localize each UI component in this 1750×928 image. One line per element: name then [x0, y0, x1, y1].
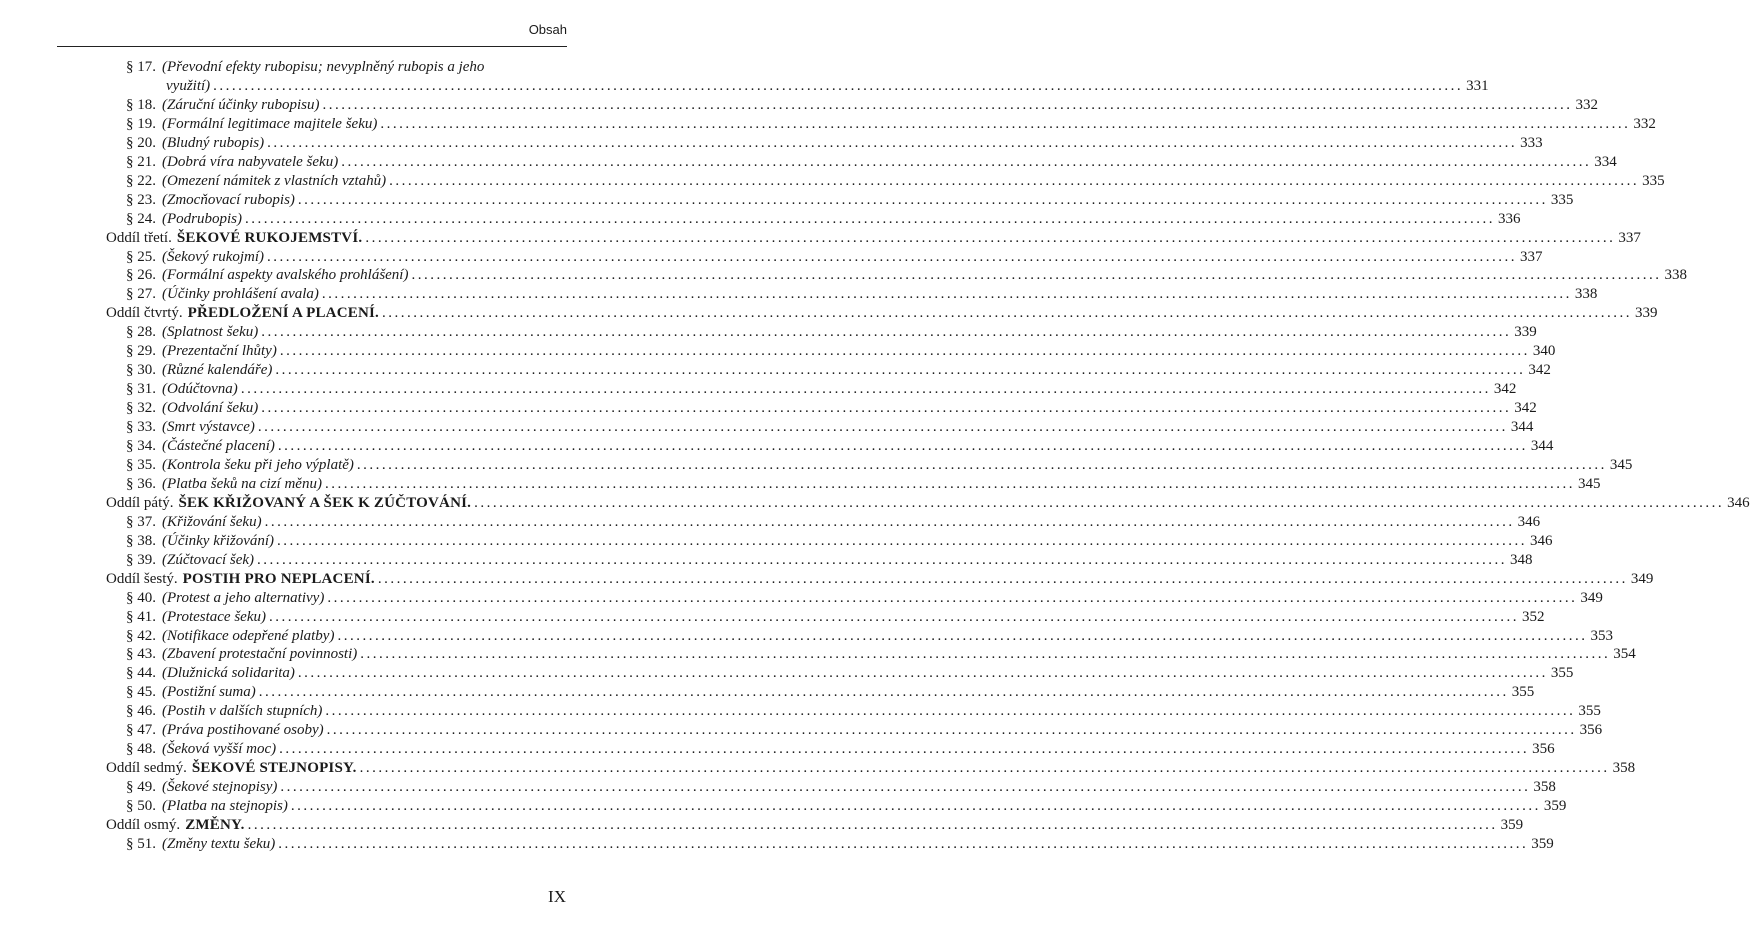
- section-title: (Odúčtovna): [162, 381, 238, 398]
- page-reference: 342: [1528, 362, 1551, 379]
- section-number: § 17.: [126, 59, 156, 75]
- section-title: (Protest a jeho alternativy): [162, 589, 325, 606]
- leader-dots: ........................................................................................................................................................................................................: [280, 779, 1531, 796]
- leader-dots: ........................................................................................................................................................................................................: [381, 305, 1632, 322]
- page-reference: 334: [1594, 153, 1617, 170]
- section-number: § 50.: [126, 798, 156, 815]
- page-reference: 346: [1517, 513, 1541, 530]
- leader-dots: ........................................................................................................................................................................................................: [322, 96, 1573, 113]
- leader-dots: ........................................................................................................................................................................................................: [380, 115, 1631, 132]
- part-prefix: Oddíl osmý.: [106, 817, 181, 833]
- section-title: (Postižní suma): [162, 684, 256, 701]
- leader-dots: ........................................................................................................................................................................................................: [261, 324, 1512, 341]
- leader-dots: ........................................................................................................................................................................................................: [389, 172, 1640, 189]
- leader-dots: ........................................................................................................................................................................................................: [377, 570, 1628, 587]
- section-number: § 18.: [126, 96, 156, 113]
- section-title: (Dlužnická solidarita): [162, 665, 295, 682]
- section-title: (Změny textu šeku): [162, 835, 276, 852]
- part-title: ŠEK KŘIŽOVANÝ A ŠEK K ZÚČTOVÁNÍ.: [178, 494, 472, 511]
- leader-dots: ........................................................................................................................................................................................................: [279, 343, 1530, 360]
- page-reference: 342: [1514, 400, 1537, 417]
- section-title: (Formální legitimace majitele šeku): [162, 115, 378, 132]
- leader-dots: ........................................................................................................................................................................................................: [257, 419, 1508, 436]
- page-reference: 335: [1550, 191, 1574, 208]
- section-title: (Zúčtovací šek): [162, 551, 255, 568]
- section-title: (Zmocňovací rubopis): [162, 191, 295, 208]
- section-number: § 32.: [126, 400, 156, 417]
- section-number: § 29.: [126, 343, 156, 360]
- part-prefix: Oddíl sedmý.: [106, 760, 187, 777]
- leader-dots: ........................................................................................................................................................................................................: [337, 627, 1588, 644]
- page-reference: 345: [1577, 475, 1601, 492]
- section-title: (Splatnost šeku): [162, 324, 259, 341]
- part-title: ZMĚNY.: [185, 817, 245, 833]
- part-prefix: Oddíl čtvrtý.: [106, 305, 183, 322]
- leader-dots: ........................................................................................................................................................................................................: [297, 191, 1548, 208]
- leader-dots: ........................................................................................................................................................................................................: [326, 722, 1577, 739]
- section-number: § 44.: [126, 665, 156, 682]
- section-number: § 24.: [126, 210, 156, 227]
- running-header-title: Obsah: [528, 22, 567, 37]
- part-title: POSTIH PRO NEPLACENÍ.: [182, 570, 375, 587]
- page-reference: 359: [1543, 798, 1567, 815]
- leader-dots: ........................................................................................................................................................................................................: [247, 817, 1498, 833]
- leader-dots: ........................................................................................................................................................................................................: [321, 286, 1572, 303]
- page-reference: 355: [1578, 703, 1601, 720]
- page-reference: 331: [1466, 77, 1489, 94]
- leader-dots: ........................................................................................................................................................................................................: [297, 665, 1548, 682]
- leader-dots: ........................................................................................................................................................................................................: [324, 475, 1575, 492]
- leader-dots: ........................................................................................................................................................................................................: [267, 248, 1518, 265]
- page-reference: 344: [1510, 419, 1534, 436]
- page-reference: 345: [1609, 456, 1633, 473]
- page-reference: 332: [1575, 96, 1598, 113]
- section-number: § 36.: [126, 475, 156, 492]
- leader-dots: ........................................................................................................................................................................................................: [279, 741, 1530, 758]
- page-reference: 359: [1500, 817, 1524, 833]
- section-number: § 21.: [126, 153, 156, 170]
- section-number: § 23.: [126, 191, 156, 208]
- section-title: (Protestace šeku): [162, 608, 266, 625]
- section-number: § 25.: [126, 248, 156, 265]
- section-title: (Postih v dalších stupních): [162, 703, 323, 720]
- part-prefix: Oddíl šestý.: [106, 570, 178, 587]
- page-reference: 332: [1633, 115, 1656, 132]
- page-number: IX: [548, 887, 566, 906]
- page-reference: 358: [1533, 779, 1556, 796]
- section-title: (Zbavení protestační povinnosti): [162, 646, 358, 663]
- section-number: § 35.: [126, 456, 156, 473]
- page-reference: 335: [1642, 172, 1665, 189]
- leader-dots: ........................................................................................................................................................................................................: [267, 134, 1518, 151]
- leader-dots: ........................................................................................................................................................................................................: [258, 684, 1509, 701]
- section-number: § 43.: [126, 646, 156, 663]
- page-reference: 344: [1530, 438, 1554, 454]
- section-number: § 31.: [126, 381, 156, 398]
- leader-dots: ........................................................................................................................................................................................................: [213, 77, 1464, 94]
- page-reference: 346: [1530, 532, 1553, 549]
- leader-dots: ........................................................................................................................................................................................................: [257, 551, 1508, 568]
- section-title: (Šekové stejnopisy): [162, 779, 278, 796]
- section-title: (Bludný rubopis): [162, 134, 265, 151]
- section-number: § 28.: [126, 324, 156, 341]
- page-reference: 342: [1493, 381, 1517, 398]
- section-title: (Šekový rukojmí): [162, 248, 265, 265]
- section-title: (Dobrá víra nabyvatele šeku): [162, 153, 339, 170]
- section-number: § 30.: [126, 362, 156, 379]
- section-title: (Podrubopis): [162, 210, 242, 227]
- leader-dots: ........................................................................................................................................................................................................: [275, 362, 1526, 379]
- page-reference: 346: [1727, 494, 1750, 511]
- leader-dots: ........................................................................................................................................................................................................: [277, 532, 1528, 549]
- section-number: § 49.: [126, 779, 156, 796]
- section-title: (Formální aspekty avalského prohlášení): [162, 267, 409, 284]
- section-title: využití): [166, 77, 211, 94]
- page-reference: 356: [1532, 741, 1555, 758]
- leader-dots: ........................................................................................................................................................................................................: [245, 210, 1495, 227]
- section-number: § 34.: [126, 438, 156, 454]
- section-number: § 40.: [126, 589, 156, 606]
- page-reference: 355: [1511, 684, 1535, 701]
- page-reference: 359: [1531, 835, 1554, 852]
- leader-dots: ........................................................................................................................................................................................................: [325, 703, 1576, 720]
- section-title: (Platba šeků na cizí měnu): [162, 475, 322, 492]
- section-number: § 20.: [126, 134, 156, 151]
- page-reference: 333: [1520, 134, 1543, 151]
- section-title-line-1: (Převodní efekty rubopisu; nevyplněný rubopis a jeho: [162, 59, 485, 75]
- page-reference: 349: [1580, 589, 1603, 606]
- page-reference: 348: [1510, 551, 1533, 568]
- leader-dots: ........................................................................................................................................................................................................: [268, 608, 1519, 625]
- leader-dots: ........................................................................................................................................................................................................: [264, 513, 1515, 530]
- leader-dots: ........................................................................................................................................................................................................: [290, 798, 1541, 815]
- section-title: (Šeková vyšší moc): [162, 741, 277, 758]
- part-title: ŠEKOVÉ STEJNOPISY.: [191, 760, 357, 777]
- page-reference: 339: [1514, 324, 1537, 341]
- section-title: (Záruční účinky rubopisu): [162, 96, 320, 113]
- leader-dots: ........................................................................................................................................................................................................: [360, 646, 1611, 663]
- page-reference: 340: [1532, 343, 1556, 360]
- section-number: § 47.: [126, 722, 156, 739]
- section-title: (Smrt výstavce): [162, 419, 255, 436]
- running-header: [57, 18, 567, 47]
- section-title: (Omezení námitek z vlastních vztahů): [162, 172, 387, 189]
- page-reference: 353: [1590, 627, 1613, 644]
- section-title: (Účinky prohlášení avala): [162, 286, 319, 303]
- section-number: § 33.: [126, 419, 156, 436]
- section-number: § 46.: [126, 703, 156, 720]
- page-reference: 352: [1521, 608, 1545, 625]
- leader-dots: ........................................................................................................................................................................................................: [278, 835, 1529, 852]
- section-number: § 51.: [126, 835, 156, 852]
- leader-dots: ........................................................................................................................................................................................................: [411, 267, 1662, 284]
- section-number: § 39.: [126, 551, 156, 568]
- section-title: (Platba na stejnopis): [162, 798, 288, 815]
- leader-dots: ........................................................................................................................................................................................................: [341, 153, 1592, 170]
- section-number: § 42.: [126, 627, 156, 644]
- page-reference: 338: [1664, 267, 1687, 284]
- section-title: (Kontrola šeku při jeho výplatě): [162, 456, 354, 473]
- section-number: § 45.: [126, 684, 156, 701]
- section-number: § 26.: [126, 267, 156, 284]
- section-title: (Notifikace odepřené platby): [162, 627, 335, 644]
- page-reference: 337: [1520, 248, 1543, 265]
- section-number: § 22.: [126, 172, 156, 189]
- page-reference: 338: [1574, 286, 1598, 303]
- page-reference: 355: [1550, 665, 1574, 682]
- section-title: (Prezentační lhůty): [162, 343, 277, 360]
- page-reference: 358: [1612, 760, 1636, 777]
- section-number: § 27.: [126, 286, 156, 303]
- leader-dots: ........................................................................................................................................................................................................: [356, 456, 1607, 473]
- leader-dots: ........................................................................................................................................................................................................: [365, 229, 1616, 246]
- leader-dots: ........................................................................................................................................................................................................: [261, 400, 1512, 417]
- section-number: § 37.: [126, 513, 156, 530]
- section-title: (Práva postihované osoby): [162, 722, 324, 739]
- part-prefix: Oddíl pátý.: [106, 494, 174, 511]
- leader-dots: ........................................................................................................................................................................................................: [359, 760, 1610, 777]
- section-number: § 38.: [126, 532, 156, 549]
- leader-dots: ........................................................................................................................................................................................................: [277, 438, 1528, 454]
- leader-dots: ........................................................................................................................................................................................................: [240, 381, 1491, 398]
- section-title: (Křižování šeku): [162, 513, 262, 530]
- page-reference: 339: [1634, 305, 1658, 322]
- page-reference: 336: [1498, 210, 1521, 227]
- page-reference: 354: [1613, 646, 1636, 663]
- section-title: (Odvolání šeku): [162, 400, 259, 417]
- page-reference: 337: [1618, 229, 1641, 246]
- section-number: § 41.: [126, 608, 156, 625]
- section-title: (Částečné placení): [162, 438, 275, 454]
- section-number: § 19.: [126, 115, 156, 132]
- part-title: PŘEDLOŽENÍ A PLACENÍ.: [187, 305, 379, 322]
- leader-dots: ........................................................................................................................................................................................................: [474, 494, 1725, 511]
- page-reference: 356: [1579, 722, 1603, 739]
- page-reference: 349: [1630, 570, 1654, 587]
- part-title: ŠEKOVÉ RUKOJEMSTVÍ.: [176, 229, 363, 246]
- part-prefix: Oddíl třetí.: [106, 229, 172, 246]
- leader-dots: ........................................................................................................................................................................................................: [327, 589, 1578, 606]
- section-title: (Různé kalendáře): [162, 362, 273, 379]
- section-title: (Účinky křižování): [162, 532, 275, 549]
- section-number: § 48.: [126, 741, 156, 758]
